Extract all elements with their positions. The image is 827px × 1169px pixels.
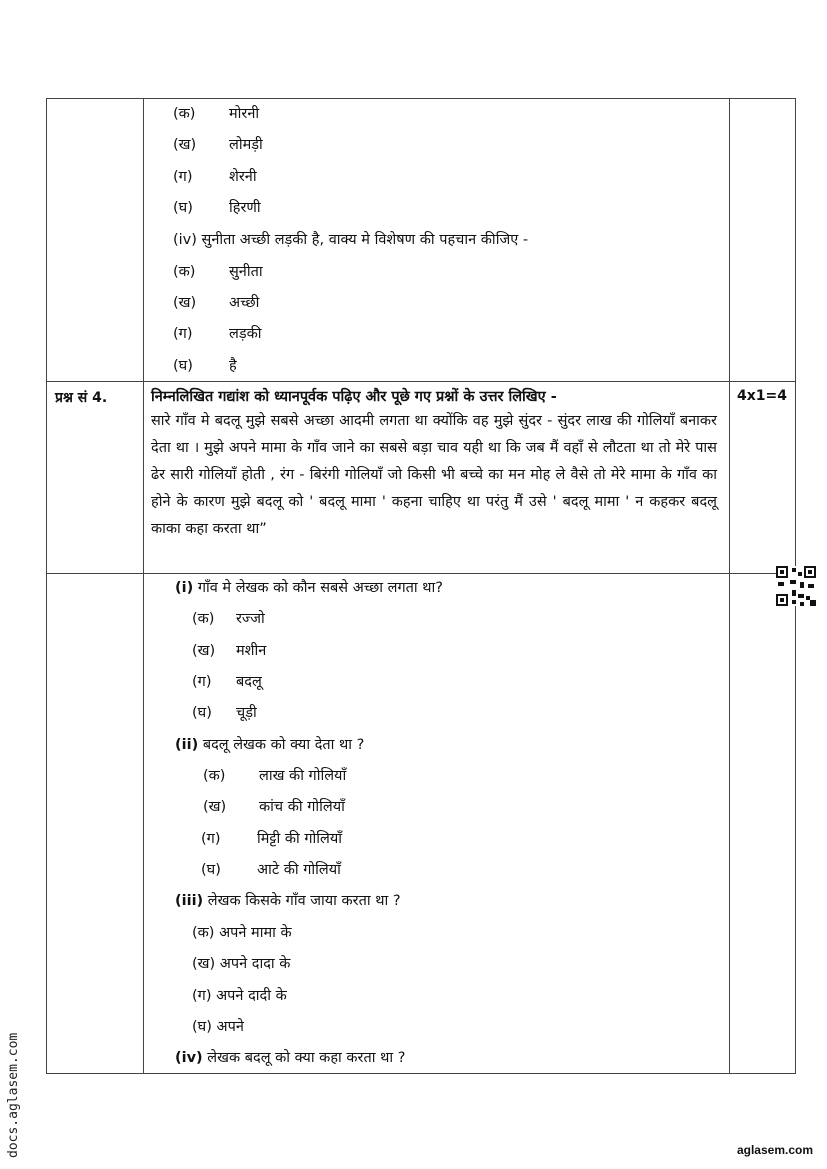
sub-question (175, 736, 364, 754)
option-key: (ख) (192, 956, 216, 972)
option-text: अपने दादी के (216, 988, 287, 1004)
option-row (203, 798, 345, 816)
option-key: (ग) (192, 988, 212, 1004)
option-row (173, 105, 259, 123)
option-row (173, 168, 257, 186)
option-text: अच्छी (229, 295, 260, 311)
option-text: मशीन (236, 643, 267, 659)
option-key: (घ) (173, 200, 193, 216)
option-key: (ख) (173, 295, 197, 311)
option-text: बदलू (236, 674, 262, 690)
option-key: (क) (173, 106, 196, 122)
sub-question-text: लेखक बदलू को क्या कहा करता था ? (207, 1050, 406, 1066)
option-row (192, 673, 262, 691)
option-text: मिट्टी की गोलियाँ (257, 831, 343, 847)
passage: सारे गाँव मे बदलू मुझे सबसे अच्छा आदमी लगता था क्योंकि वह मुझे सुंदर - सुंदर लाख की गोलियाँ बनाकर देता था । मुझे अपने मामा के गाँव जाने का सबसे बड़ा चाव यही था कि जब मैं वहाँ से लौटता था तो मेरे पास ढेर सारी गोलियाँ होती , रंग - बिरंगी गोलियाँ जो किसी भी बच्चे का मन मोह ले वैसे तो मेरे मामा के गाँव का होने के कारण मुझे बदलू को ' बदलू मामा ' कहना चाहिए था परंतु मैं उसे ' बदलू मामा ' न कहकर बदलू काका कहा करता था” (151, 413, 717, 537)
sub-question-text: बदलू लेखक को क्या देता था ? (202, 737, 365, 753)
sub-question-number: (i) (175, 580, 194, 596)
question-table (46, 98, 796, 1074)
sub-question (175, 892, 401, 910)
option-text: चूड़ी (236, 705, 257, 721)
option-key: (क) (192, 925, 215, 941)
option-row (173, 325, 261, 343)
option-text: मोरनी (229, 106, 260, 122)
sub-question (175, 579, 443, 597)
option-key: (घ) (192, 705, 212, 721)
option-key: (ग) (173, 326, 193, 342)
option-key: (ग) (201, 831, 221, 847)
option-key: (क) (203, 768, 226, 784)
option-text: है (229, 358, 237, 374)
option-text: अपने दादा के (219, 956, 291, 972)
table-col-divider-2 (729, 99, 730, 1073)
option-row (192, 610, 265, 628)
qr-code-icon (776, 566, 816, 606)
option-text: अपने मामा के (219, 925, 292, 941)
option-text: लोमड़ी (229, 137, 263, 153)
option-key: (क) (192, 611, 215, 627)
sub-question-text: गाँव मे लेखक को कौन सबसे अच्छा लगता था? (197, 580, 443, 596)
option-text: सुनीता (229, 264, 263, 280)
option-text: अपने (216, 1019, 244, 1035)
option-row (192, 704, 257, 722)
option-key: (घ) (173, 358, 193, 374)
option-text: आटे की गोलियाँ (257, 862, 341, 878)
option-row (192, 955, 290, 973)
option-row (192, 924, 292, 942)
option-key: (ख) (192, 643, 216, 659)
option-row (173, 199, 261, 217)
option-text: कांच की गोलियाँ (259, 799, 345, 815)
option-key: (ख) (173, 137, 197, 153)
footer-brand: aglasem.com (736, 1143, 813, 1157)
option-row (173, 136, 263, 154)
sub-question (175, 1049, 405, 1067)
sub-question-number: (iii) (175, 893, 204, 909)
option-key: (ग) (173, 169, 193, 185)
question-number: प्रश्न सं 4. (55, 390, 108, 406)
option-key: (ख) (203, 799, 227, 815)
option-text: लाख की गोलियाँ (259, 768, 347, 784)
table-col-divider-1 (143, 99, 144, 1073)
question-text: (iv) सुनीता अच्छी लड़की है, वाक्य मे विशेषण की पहचान कीजिए - (173, 232, 529, 248)
option-row (192, 1018, 244, 1036)
table-row-divider-2 (47, 573, 795, 574)
question-instruction: निम्नलिखित गद्यांश को ध्यानपूर्वक पढ़िए और पूछे गए प्रश्नों के उत्तर लिखिए - (151, 389, 557, 405)
option-text: रज्जो (236, 611, 265, 627)
option-key: (ग) (192, 674, 212, 690)
option-key: (घ) (201, 862, 221, 878)
option-key: (घ) (192, 1019, 212, 1035)
table-row-divider-1 (47, 381, 795, 382)
option-text: शेरनी (229, 169, 257, 185)
option-key: (क) (173, 264, 196, 280)
option-row (173, 357, 237, 375)
option-row (203, 767, 346, 785)
option-row (201, 861, 341, 879)
option-row (173, 294, 259, 312)
question-marks: 4x1=4 (737, 388, 787, 404)
option-row (192, 642, 266, 660)
sub-question-text: लेखक किसके गाँव जाया करता था ? (207, 893, 401, 909)
option-row (192, 987, 287, 1005)
sub-question-number: (ii) (175, 737, 199, 753)
option-text: हिरणी (229, 200, 261, 216)
option-row (201, 830, 342, 848)
option-row (173, 263, 263, 281)
sub-question-number: (iv) (175, 1050, 203, 1066)
option-text: लड़की (229, 326, 262, 342)
side-watermark: docs.aglasem.com (6, 1032, 21, 1158)
